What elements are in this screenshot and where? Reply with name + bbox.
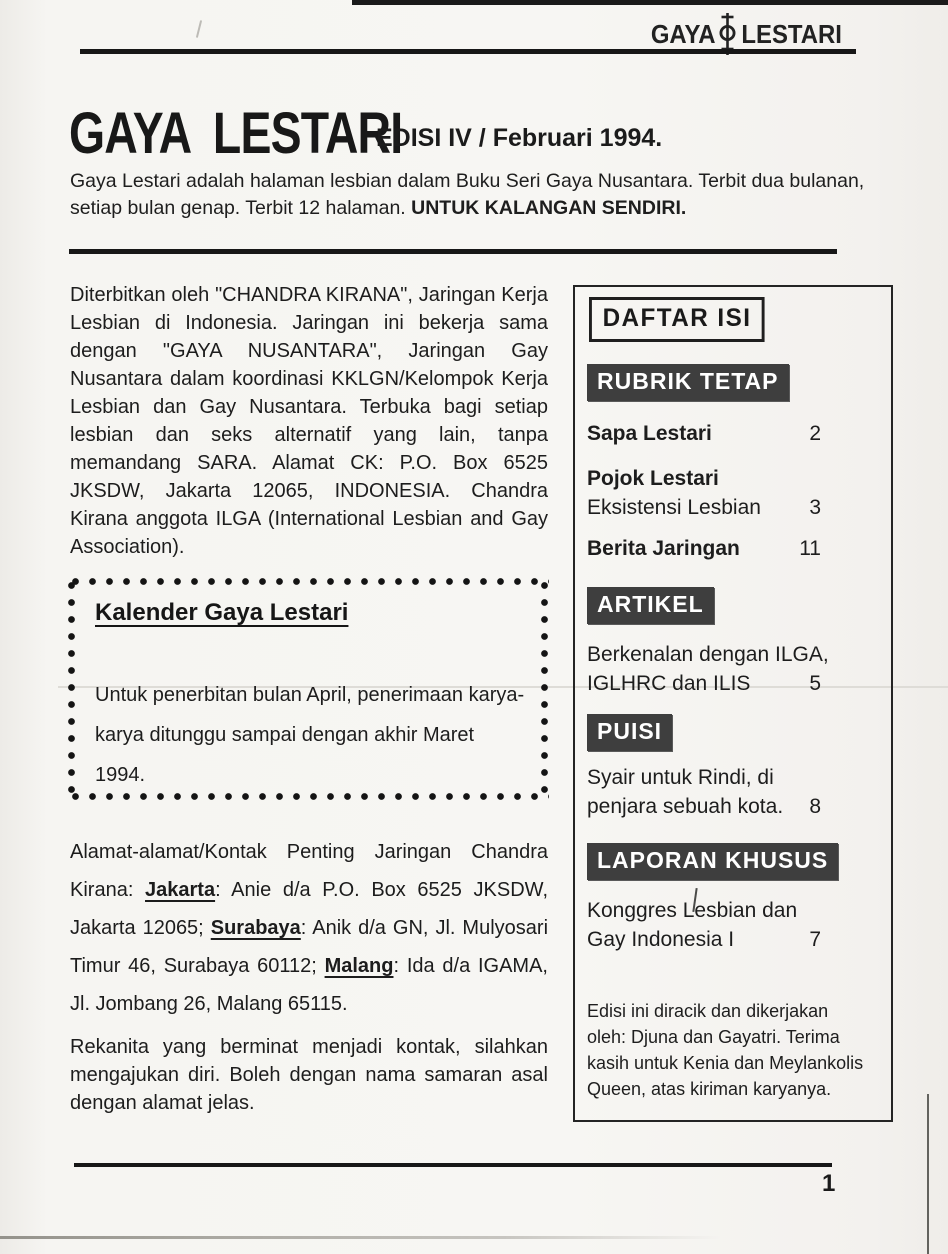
scan-artifact-right-edge (927, 1094, 929, 1254)
closing-paragraph: Rekanita yang berminat menjadi kontak, silahkan mengajukan diri. Boleh dengan nama samaran asal dengan alamat jelas. (70, 1036, 548, 1114)
publisher-paragraph: Diterbitkan oleh "CHANDRA KIRANA", Jaringan Kerja Lesbian di Indonesia. Jaringan ini bekerja sama dengan "GAYA NUSANTARA", Jaringan Gay Nusantara dalam koordinasi KKLGN/Kelompok Kerja Lesbian dan Gay Nusantara. Terbuka bagi setiap lesbian dan seks alternatif yang lain, tanpa memandang SARA. Alamat CK: P.O. Box 6525 JKSDW, Jakarta 12065, INDONESIA. Chandra Kirana anggota ILGA (International Lesbian and Gay Association). (70, 284, 548, 558)
section-badge-artikel: ARTIKEL (587, 587, 714, 624)
contacts-intro: Alamat-alamat/Kontak Penting Jaringan Chandra Kirana: (70, 841, 548, 901)
logo-text-gaya: GAYA (650, 18, 716, 49)
pen-mark (196, 20, 202, 38)
calendar-heading: Kalender Gaya Lestari (95, 599, 349, 626)
toc-entry-title: Sapa Lestari (587, 422, 712, 445)
toc-entry-title: Konggres Lesbian dan (587, 899, 798, 922)
toc-entry-page: 3 (809, 496, 821, 519)
colophon-note: Edisi ini diracik dan dikerjakan oleh: Djuna dan Gayatri. Terima kasih untuk Kenia dan Meylankolis Queen, atas kiriman karyanya. (587, 1001, 864, 1099)
tagline-text: Gaya Lestari adalah halaman lesbian dalam Buku Seri Gaya Nusantara. Terbit dua bulanan, setiap bulan genap. Terbit 12 halaman. (70, 170, 865, 219)
scan-artifact-top-strip (352, 0, 948, 5)
contact-info-surabaya: : Anik d/a GN, Jl. Mulyosari Timur 46, Surabaya 60112; (70, 917, 549, 977)
dotted-border-right (540, 577, 549, 801)
contact-city-surabaya: Surabaya (210, 917, 301, 939)
toc-entry-subtitle: Gay Indonesia I (587, 928, 735, 951)
toc-entry-page: 8 (809, 795, 821, 818)
toc-entry-title: Berkenalan dengan ILGA, (587, 643, 829, 666)
toc-entry (587, 419, 877, 448)
section-badge-puisi: PUISI (587, 714, 672, 751)
section-badge-rubrik-tetap: RUBRIK TETAP (587, 364, 789, 401)
fold-line-bottom (0, 1236, 720, 1239)
calendar-body (95, 675, 527, 795)
masthead-rule (69, 249, 837, 254)
calendar-line-1: Untuk penerbitan bulan April, penerimaan karya- (95, 684, 525, 706)
toc-entry-title: Pojok Lestari (587, 467, 719, 490)
contact-city-malang: Malang (324, 955, 394, 977)
masthead-tagline (70, 168, 870, 222)
contact-info-malang: : Ida d/a IGAMA, Jl. Jombang 26, Malang 65115. (70, 955, 548, 1015)
tagline-bold-text: UNTUK KALANGAN SENDIRI. (411, 197, 687, 219)
logo-text-lestari: LESTARI (741, 18, 843, 49)
toc-title: DAFTAR ISI (589, 297, 765, 342)
dotted-border-left (67, 577, 76, 801)
toc-entry-subtitle: penjara sebuah kota. (587, 795, 784, 818)
toc-entry-page: 2 (809, 422, 821, 445)
footer-rule (74, 1163, 832, 1167)
toc-entry-title: Syair untuk Rindi, di (587, 766, 774, 789)
toc-entry-page: 7 (809, 928, 821, 951)
dotted-border-top (67, 577, 549, 586)
contact-info-jakarta: : Anie d/a P.O. Box 6525 JKSDW, Jakarta 12065; (70, 879, 548, 939)
toc-entry-page: 5 (809, 672, 821, 695)
toc-entry-title: Berita Jaringan (587, 537, 740, 560)
toc-entry-page: 11 (799, 537, 821, 560)
toc-entry (587, 896, 877, 954)
toc-entry-subtitle: Eksistensi Lesbian (587, 496, 761, 519)
toc-entry (587, 534, 877, 563)
masthead-logo (648, 16, 847, 52)
toc-entry (587, 763, 877, 821)
contacts-paragraph (70, 833, 548, 1023)
page-number: 1 (822, 1170, 836, 1197)
section-badge-laporan-khusus: LAPORAN KHUSUS (587, 843, 838, 880)
page-title: GAYA LESTARI (69, 101, 403, 166)
calendar-line-2: karya ditunggu sampai dengan akhir Maret 1994. (95, 724, 475, 786)
toc-sidebar (573, 285, 893, 1122)
toc-entry-subtitle: IGLHRC dan ILIS (587, 672, 751, 695)
toc-entry (587, 464, 877, 522)
toc-entry (587, 640, 877, 698)
calendar-box (67, 577, 549, 801)
header-rule (80, 49, 856, 54)
edition-label: EDISI IV / Februari 1994. (376, 124, 663, 152)
contact-city-jakarta: Jakarta (145, 879, 216, 901)
